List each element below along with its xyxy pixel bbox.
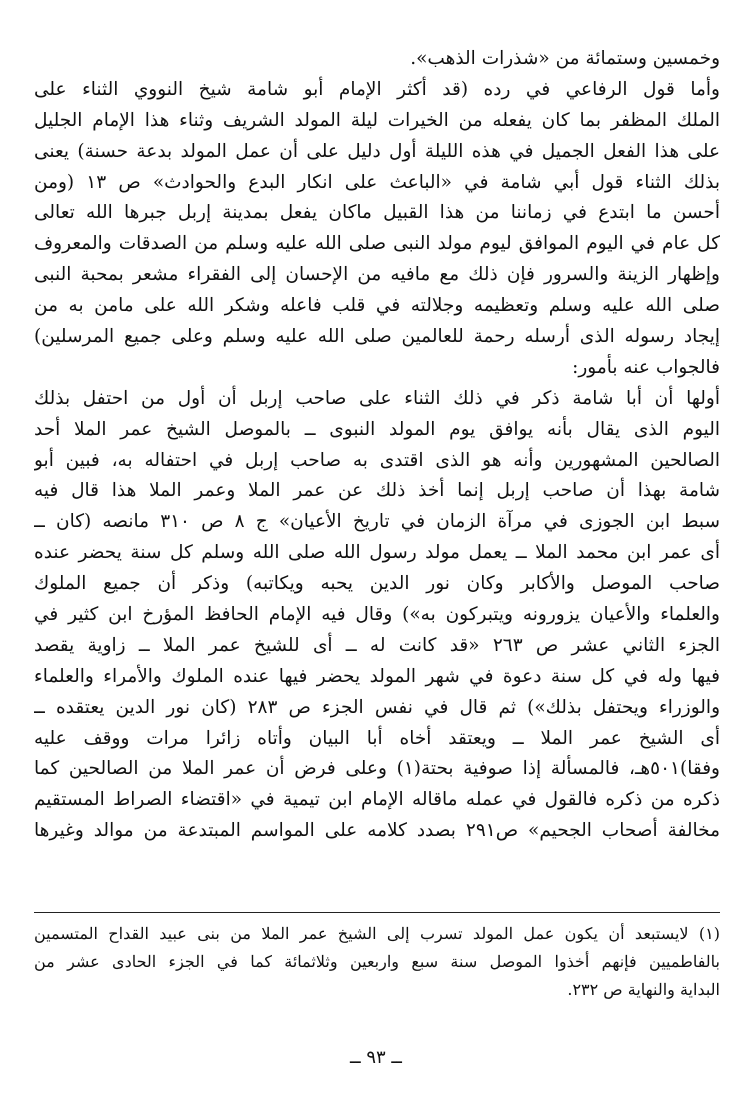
text-line: كل عام في اليوم الموافق ليوم مولد النبى صلى الله عليه وسلم من الصدقات والمعروف: [34, 233, 720, 255]
footnotes: [34, 920, 720, 1004]
text-line: صلى الله عليه وسلم وتعظيمه وجلالته في قلب فاعله وشكر الله على مامن به من: [34, 295, 720, 317]
text-line: سبط ابن الجوزى في مرآة الزمان في تاريخ الأعيان» ج ٨ ص ٣١٠ مانصه (كان ــ: [34, 511, 720, 533]
text-line: والوزراء ويحتفل بذلك») ثم قال في نفس الجزء ص ٢٨٣ (كان نور الدين يعتقده ــ: [34, 696, 720, 718]
footnote-divider: [34, 912, 720, 913]
main-text: [34, 44, 720, 847]
text-line: شامة بهذا أن صاحب إربل إنما أخذ ذلك عن عمر الملا وعمر الملا هذا قال فيه: [34, 480, 720, 502]
page-number: ــ ٩٣ ــ: [350, 1047, 402, 1068]
footnote-line: البداية والنهاية ص ٢٣٢.: [567, 980, 720, 999]
text-line: والعلماء والأعيان يزورونه ويتبركون به») وقال فيه الإمام الحافظ المؤرخ ابن كثير في: [34, 604, 720, 626]
text-line: أى الشيخ عمر الملا ــ ويعتقد أخاه أبا البيان وأتاه زائرا مرات ووقف عليه: [34, 727, 720, 749]
text-line: الملك المظفر بما كان يفعله من الخيرات ليلة المولد الشريف وثناء هذا الإمام الجليل: [34, 109, 720, 131]
text-line: إيجاد رسوله الذى أرسله رحمة للعالمين صلى الله عليه وسلم وعلى جميع المرسلين): [34, 326, 720, 348]
footnote-line: (١) لايستبعد أن يكون عمل المولد تسرب إلى الشيخ عمر الملا من بنى عبيد القداح المتسمين: [34, 924, 720, 943]
text-line: أولها أن أبا شامة ذكر في ذلك الثناء على صاحب إربل أن أول من احتفل بذلك: [34, 387, 720, 409]
text-line: الجزء الثاني عشر ص ٢٦٣ «قد كانت له ــ أى للشيخ عمر الملا ــ زاوية يقصد: [34, 634, 720, 656]
text-line: مخالفة أصحاب الجحيم» ص٢٩١ بصدد كلامه على المواسم المبتدعة من موالد وغيرها: [34, 820, 720, 842]
footnote-line: بالفاطميين فإنهم أخذوا الموصل سنة سبع واربعين وثلاثمائة كما في الجزء الحادى عشر من: [34, 952, 720, 971]
text-line: أحسن ما ابتدع في زماننا من هذا القبيل ماكان يفعل بمدينة إربل جبرها الله تعالى: [34, 202, 720, 224]
text-line: الصالحين المشهورين وأنه هو الذى اقتدى به صاحب إربل في احتفاله به، فبين أبو: [34, 449, 720, 471]
text-line: فالجواب عنه بأمور:: [572, 356, 720, 378]
text-line: وإظهار الزينة والسرور فإن ذلك مع مافيه من الإحسان إلى الفقراء مشعر بمحبة النبى: [34, 264, 720, 286]
text-line: وفقا)٥٠١هـ، فالمسألة إذا صوفية بحتة(١) وعلى فرض أن عمر الملا من الصالحين كما: [34, 758, 720, 780]
text-line: أى عمر ابن محمد الملا ــ يعمل مولد رسول الله صلى الله وسلم كل سنة يحضر عنده: [34, 542, 720, 564]
text-line: ذكره من ذكره فالقول في عمله ماقاله الإمام ابن تيمية في «اقتضاء الصراط المستقيم: [34, 789, 720, 811]
text-line: صاحب الموصل والأكابر وكان نور الدين يحبه ويكاتبه) وذكر أن جميع الملوك: [34, 573, 720, 595]
text-line: بذلك الثناء قول أبي شامة في «الباعث على انكار البدع والحوادث» ص ١٣ (ومن: [34, 171, 720, 193]
text-line: اليوم الذى يقال بأنه يوافق يوم المولد النبوى ــ بالموصل الشيخ عمر الملا أحد: [34, 418, 720, 440]
text-line: وخمسين وستمائة من «شذرات الذهب».: [410, 48, 720, 69]
text-line: وأما قول الرفاعي في رده (قد أكثر الإمام أبو شامة شيخ النووي الثناء على: [34, 78, 720, 100]
text-line: على هذا الفعل الجميل في هذه الليلة أول دليل على أن عمل المولد بدعة حسنة) يعنى: [34, 140, 720, 162]
text-line: فيها وله في كل سنة دعوة في شهر المولد يحضر فيها عنده الملوك والأمراء والعلماء: [34, 665, 720, 687]
